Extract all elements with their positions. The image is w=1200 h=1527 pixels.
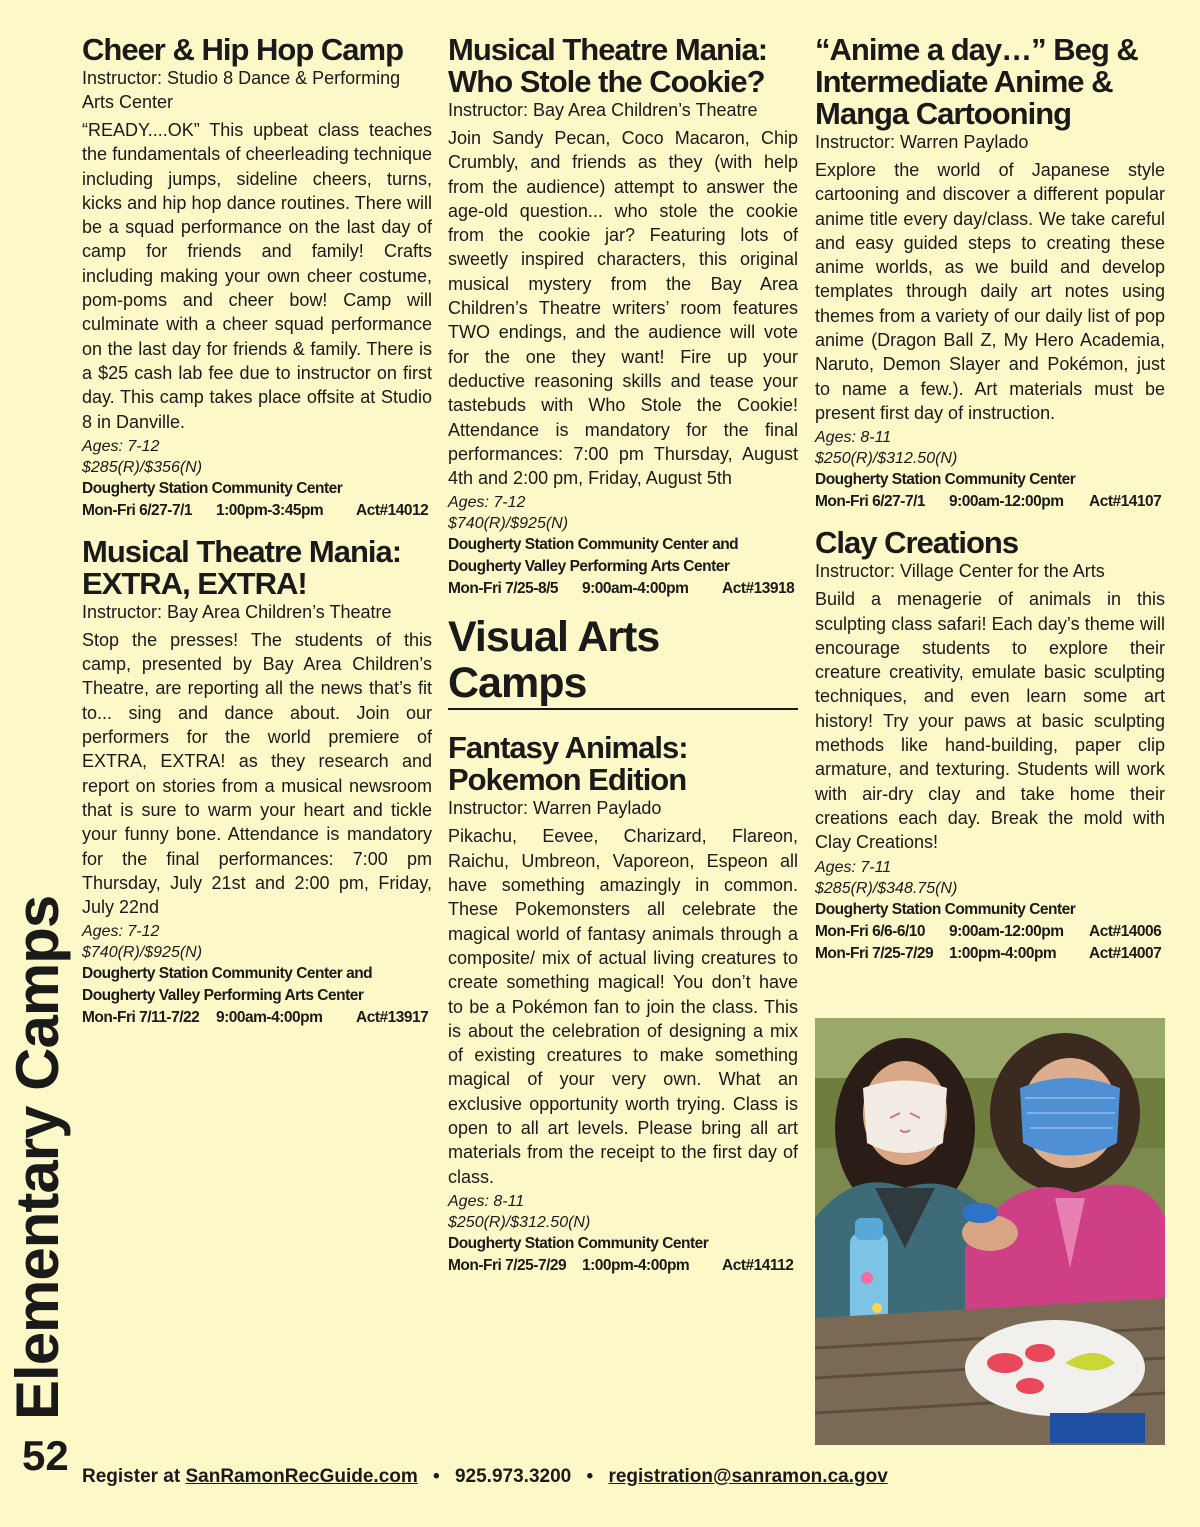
camp-description: Pikachu, Eevee, Charizard, Flareon, Raichu, Umbreon, Vaporeon, Espeon all have something amazingly in common. These Pokemonsters all celebrate the magical world of fantasy animals through a composite/ mix of actual living creatures to create something magical! You don’t have to be a Pokémon fan to join the class. This is about the celebration of designing a mix of existing creatures to make something magical of your very own. What an exclusive opportunity worth trying. Class is open to all art levels. Please bring all art materials from the receipt to the first day of class. <box>448 826 798 1187</box>
session-time: 9:00am-4:00pm <box>216 1009 323 1027</box>
footer-website-link[interactable]: SanRamonRecGuide.com <box>185 1466 418 1487</box>
camp-who-stole-cookie <box>448 34 798 600</box>
footer-bullet: • <box>433 1466 440 1487</box>
camp-session <box>82 500 432 522</box>
session-time: 9:00am-12:00pm <box>949 922 1064 940</box>
footer <box>82 1466 888 1488</box>
camp-title: “Anime a day…” Beg & Intermediate Anime & Manga Cartooning <box>815 32 1138 131</box>
session-act: Act#14007 <box>1089 944 1162 962</box>
camp-location: Dougherty Station Community Center <box>815 900 1076 918</box>
camp-description: Explore the world of Japanese style cartooning and discover a different popular anime title every day/class. We take careful and easy guided steps to creating these anime worlds, as we build and develop templates through daily art notes using themes from a variety of our daily list of pop anime (Dragon Ball Z, My Hero Academia, Naruto, Demon Slayer and Pokémon, just to name a few.). Art materials must be present first day of instruction. <box>815 160 1165 423</box>
camp-ages: Ages: 8-11 <box>448 1192 525 1210</box>
camp-location: Dougherty Station Community Center <box>448 1234 709 1252</box>
camp-ages: Ages: 8-11 <box>815 429 892 447</box>
page-number: 52 <box>22 1432 69 1479</box>
footer-bullet: • <box>586 1466 594 1487</box>
session-days: Mon-Fri 7/25-8/5 <box>448 580 558 598</box>
column-1 <box>82 34 432 1043</box>
camp-location: Dougherty Station Community Center <box>82 479 343 497</box>
session-days: Mon-Fri 6/6-6/10 <box>815 922 925 940</box>
camp-price: $740(R)/$925(N) <box>448 515 569 533</box>
session-days: Mon-Fri 6/27-7/1 <box>82 501 192 519</box>
photo-kids-clay <box>815 1018 1165 1445</box>
camp-instructor: Instructor: Bay Area Children’s Theatre <box>82 601 392 622</box>
footer-phone: 925.973.3200 <box>454 1466 572 1487</box>
camp-session <box>82 1007 432 1029</box>
footer-email-link[interactable]: registration@sanramon.ca.gov <box>608 1466 888 1487</box>
camp-instructor: Instructor: Warren Paylado <box>448 798 662 819</box>
camp-session <box>448 1255 798 1277</box>
column-3 <box>815 34 1165 979</box>
camp-description: Join Sandy Pecan, Coco Macaron, Chip Crumbly, and friends as they (with help from the audience) attempt to answer the age-old question... who stole the cookie from the cookie jar? Featuring lots of sweetly inspired characters, this original musical mystery from the Bay Area Children’s Theatre writers’ room features TWO endings, and the audience will vote for the one they want! Fire up your deductive reasoning skills and tease your tastebuds with Who Stole the Cookie! Attendance is mandatory for the final performances: 7:00 pm Thursday, August 4th and 2:00 pm, Friday, August 5th <box>448 128 798 489</box>
camp-instructor: Instructor: Bay Area Children’s Theatre <box>448 100 758 120</box>
camp-session <box>815 943 1165 965</box>
camp-title: Fantasy Animals: Pokemon Edition <box>448 730 688 798</box>
camp-location: Dougherty Station Community Center and <box>82 965 373 983</box>
camp-instructor: Instructor: Studio 8 Dance & Performing Arts Center <box>82 68 401 112</box>
camp-location: Dougherty Valley Performing Arts Center <box>82 987 364 1005</box>
camp-price: $250(R)/$312.50(N) <box>448 1213 591 1231</box>
camp-session <box>815 921 1165 943</box>
camp-session <box>815 491 1165 513</box>
session-time: 9:00am-4:00pm <box>582 580 689 598</box>
camp-clay-creations <box>815 527 1165 964</box>
column-2 <box>448 34 798 1291</box>
session-time: 1:00pm-3:45pm <box>216 501 324 519</box>
camp-description: Stop the presses! The students of this camp, presented by Bay Area Children’s Theatre, are reporting all the news that’s fit to... sing and dance about. Join our performers for the world premiere of EXTRA, EXTRA! as they research and report on stories from a musical newsroom that is sure to warm your heart and tickle your funny bone. Attendance is mandatory for the final performances: 7:00 pm Thursday, July 21st and 2:00 pm, Friday, July 22nd <box>82 629 432 918</box>
photo-illustration <box>815 1018 1165 1445</box>
session-days: Mon-Fri 7/25-7/29 <box>815 944 934 962</box>
camp-instructor: Instructor: Warren Paylado <box>815 132 1029 152</box>
camp-anime <box>815 34 1165 513</box>
camp-ages: Ages: 7-12 <box>82 923 160 941</box>
camp-location: Dougherty Station Community Center <box>815 471 1076 489</box>
camp-title: Musical Theatre Mania: Who Stole the Cookie? <box>448 32 768 99</box>
session-act: Act#14112 <box>722 1256 794 1274</box>
session-act: Act#13917 <box>356 1009 429 1027</box>
session-act: Act#14107 <box>1089 493 1162 511</box>
session-days: Mon-Fri 7/11-7/22 <box>82 1009 200 1027</box>
session-days: Mon-Fri 6/27-7/1 <box>815 493 925 511</box>
sidebar-section-label: Elementary Camps <box>4 895 71 1420</box>
footer-register-prefix: Register at <box>82 1466 181 1487</box>
session-act: Act#13918 <box>722 580 795 598</box>
camp-extra-extra <box>82 533 432 1030</box>
session-time: 9:00am-12:00pm <box>949 493 1064 511</box>
camp-ages: Ages: 7-12 <box>448 494 526 512</box>
camp-title: Clay Creations <box>815 525 1019 561</box>
session-time: 1:00pm-4:00pm <box>949 944 1057 962</box>
session-act: Act#14006 <box>1089 922 1162 940</box>
section-heading-visual-arts: Visual Arts Camps <box>448 614 798 710</box>
camp-description: Build a menagerie of animals in this sculpting class safari! Each day’s theme will encourage students to explore their creature creativity, emulate basic sculpting techniques, and even learn some art history! Try your paws at basic sculpting methods like hand-building, paper clip armature, and texturing. Students will work with air-dry clay and take home their creations each day. Break the mold with Clay Creations! <box>815 589 1165 853</box>
camp-instructor: Instructor: Village Center for the Arts <box>815 561 1105 582</box>
camp-ages: Ages: 7-12 <box>82 437 160 455</box>
camp-description: “READY....OK” This upbeat class teaches the fundamentals of cheerleading technique including jumps, sideline cheers, turns, kicks and hip hop dance routines. There will be a squad performance on the last day of camp for friends and family! Crafts including making your own cheer costume, pom-poms and cheer bow! Camp will culminate with a cheer squad performance on the last day for friends & family. There is a $25 cash lab fee due to instructor on first day. This camp takes place offsite at Studio 8 in Danville. <box>82 120 432 432</box>
camp-location: Dougherty Valley Performing Arts Center <box>448 558 730 576</box>
camp-fantasy-animals <box>448 732 798 1276</box>
camp-session <box>448 578 798 600</box>
camp-price: $285(R)/$356(N) <box>82 458 203 476</box>
camp-location: Dougherty Station Community Center and <box>448 536 739 554</box>
camp-ages: Ages: 7-11 <box>815 858 892 876</box>
camp-cheer <box>82 34 432 522</box>
camp-price: $250(R)/$312.50(N) <box>815 450 958 468</box>
camp-price: $285(R)/$348.75(N) <box>815 879 958 897</box>
camp-price: $740(R)/$925(N) <box>82 944 203 962</box>
camp-title: Cheer & Hip Hop Camp <box>82 32 404 67</box>
session-days: Mon-Fri 7/25-7/29 <box>448 1256 567 1274</box>
session-act: Act#14012 <box>356 501 429 519</box>
camp-title: Musical Theatre Mania: EXTRA, EXTRA! <box>82 533 402 601</box>
session-time: 1:00pm-4:00pm <box>582 1256 690 1274</box>
